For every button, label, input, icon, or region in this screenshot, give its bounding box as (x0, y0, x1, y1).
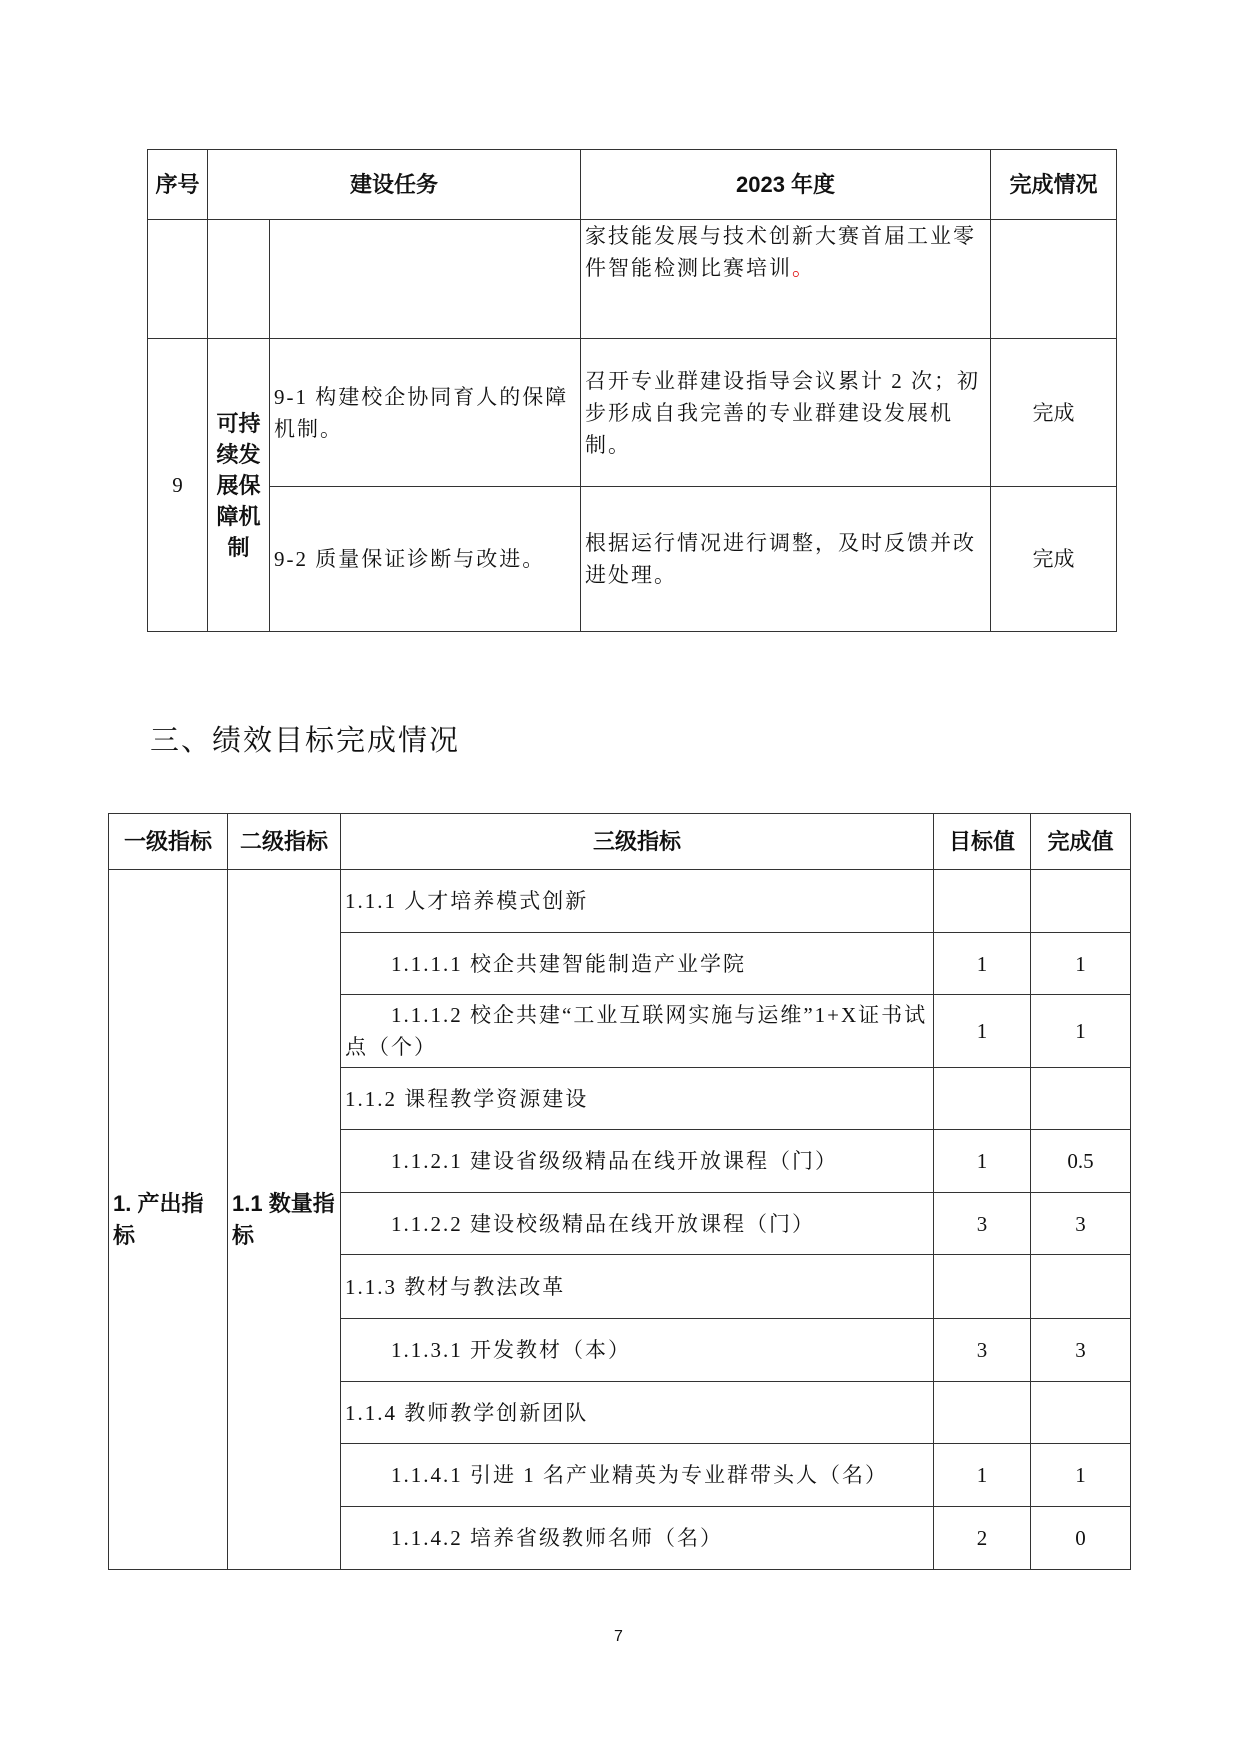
actual-value: 1 (1031, 995, 1131, 1068)
level3-indicator: 1.1.2.2 建设校级精品在线开放课程（门） (341, 1193, 934, 1255)
level3-indicator: 1.1.4.1 引进 1 名产业精英为专业群带头人（名） (341, 1444, 934, 1507)
target-value (934, 870, 1031, 933)
table-row (148, 487, 1117, 632)
header-actual: 完成值 (1031, 814, 1131, 870)
level3-indicator: 1.1.3.1 开发教材（本） (341, 1319, 934, 1382)
level3-indicator: 1.1.4 教师教学创新团队 (341, 1382, 934, 1444)
header-target: 目标值 (934, 814, 1031, 870)
level3-indicator: 1.1.1.1 校企共建智能制造产业学院 (341, 933, 934, 995)
header-index: 序号 (148, 150, 208, 220)
actual-value: 3 (1031, 1193, 1131, 1255)
target-value (934, 1068, 1031, 1130)
actual-value (1031, 1382, 1131, 1444)
row-number: 9 (148, 339, 208, 632)
level3-indicator: 1.1.4.2 培养省级教师名师（名） (341, 1507, 934, 1570)
actual-value (1031, 1255, 1131, 1319)
level3-indicator: 1.1.2 课程教学资源建设 (341, 1068, 934, 1130)
header-task: 建设任务 (208, 150, 581, 220)
target-value: 3 (934, 1319, 1031, 1382)
target-value: 1 (934, 1444, 1031, 1507)
progress: 根据运行情况进行调整，及时反馈并改进处理。 (581, 487, 991, 632)
header-level2: 二级指标 (228, 814, 341, 870)
target-value: 1 (934, 933, 1031, 995)
level1-indicator: 1. 产出指标 (109, 870, 228, 1570)
actual-value: 1 (1031, 933, 1131, 995)
header-level1: 一级指标 (109, 814, 228, 870)
table-row (109, 870, 1131, 933)
performance-table (108, 813, 1131, 1570)
header-year: 2023 年度 (581, 150, 991, 220)
table-row (148, 220, 1117, 339)
category: 可持续发展保障机制 (208, 339, 270, 632)
level3-indicator: 1.1.1.2 校企共建“工业互联网实施与运维”1+X证书试点（个） (341, 995, 934, 1068)
task: 9-2 质量保证诊断与改进。 (270, 487, 581, 632)
status: 完成 (991, 339, 1117, 487)
level3-indicator: 1.1.3 教材与教法改革 (341, 1255, 934, 1319)
header-level3: 三级指标 (341, 814, 934, 870)
page-number: 7 (614, 1628, 623, 1645)
actual-value: 3 (1031, 1319, 1131, 1382)
target-value: 1 (934, 1130, 1031, 1193)
actual-value: 0.5 (1031, 1130, 1131, 1193)
target-value: 3 (934, 1193, 1031, 1255)
status: 完成 (991, 487, 1117, 632)
actual-value: 0 (1031, 1507, 1131, 1570)
level2-indicator: 1.1 数量指标 (228, 870, 341, 1570)
actual-value: 1 (1031, 1444, 1131, 1507)
section-heading: 三、绩效目标完成情况 (150, 725, 461, 757)
level3-indicator: 1.1.1 人才培养模式创新 (341, 870, 934, 933)
task: 9-1 构建校企协同育人的保障机制。 (270, 339, 581, 487)
construction-task-table (147, 149, 1117, 632)
progress-text: 家技能发展与技术创新大赛首届工业零件智能检测比赛培训 (585, 224, 977, 280)
end-mark: 。 (792, 256, 816, 280)
actual-value (1031, 870, 1131, 933)
target-value (934, 1255, 1031, 1319)
header-status: 完成情况 (991, 150, 1117, 220)
target-value: 2 (934, 1507, 1031, 1570)
target-value: 1 (934, 995, 1031, 1068)
actual-value (1031, 1068, 1131, 1130)
level3-indicator: 1.1.2.1 建设省级级精品在线开放课程（门） (341, 1130, 934, 1193)
progress: 召开专业群建设指导会议累计 2 次；初步形成自我完善的专业群建设发展机制。 (581, 339, 991, 487)
target-value (934, 1382, 1031, 1444)
table-row (148, 339, 1117, 487)
